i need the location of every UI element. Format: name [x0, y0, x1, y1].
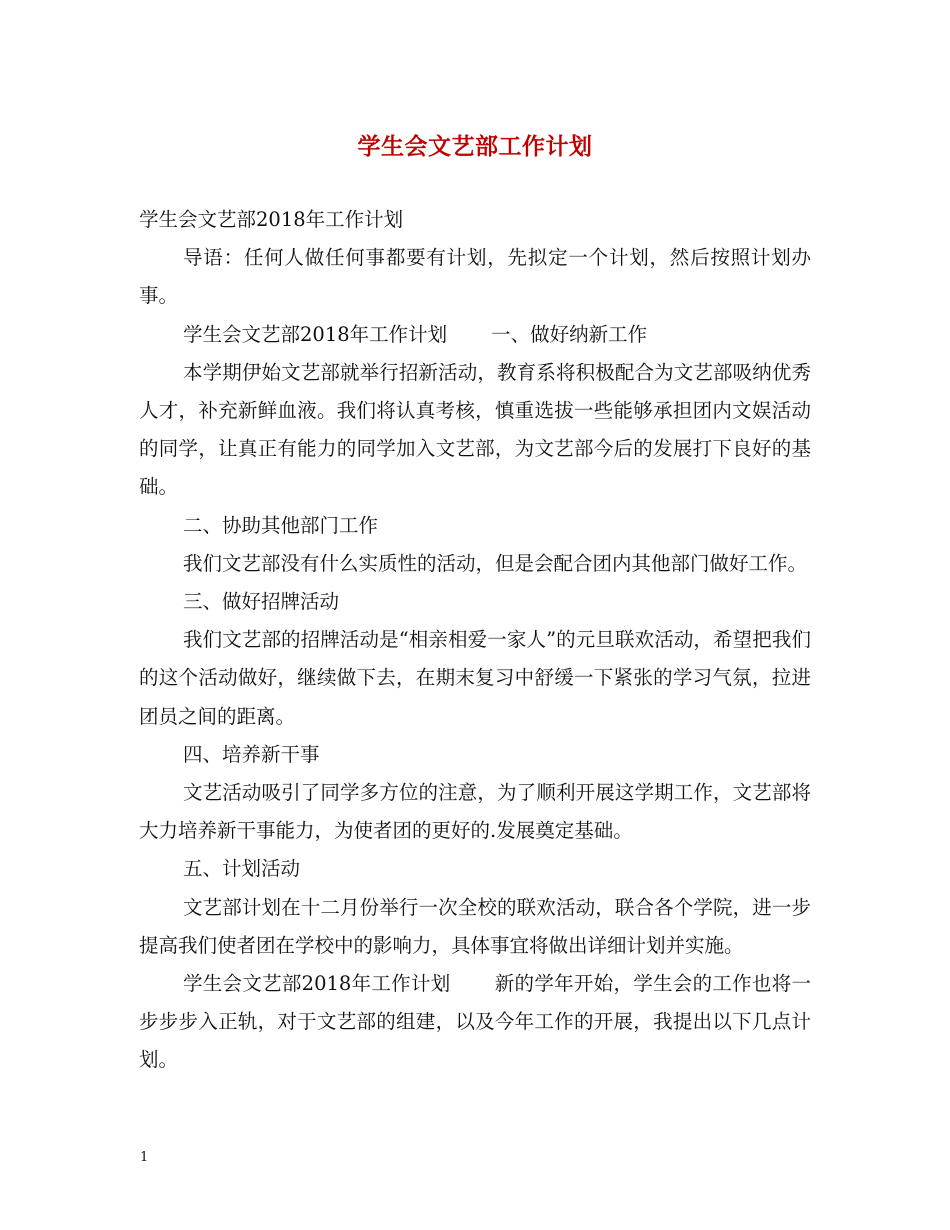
closing-paragraph: [139, 965, 811, 1080]
section-3-heading: 三、做好招牌活动: [183, 590, 340, 614]
section-5-heading: 五、计划活动: [183, 857, 301, 881]
plan-heading-line-1: [139, 316, 811, 354]
plan-heading-2: 学生会文艺部2018年工作计划: [183, 972, 451, 996]
section-1-heading: 一、做好纳新工作: [491, 322, 648, 346]
document-title: 学生会文艺部工作计划: [357, 133, 593, 160]
section-5-paragraph: 文艺部计划在十二月份举行一次全校的联欢活动，联合各个学院，进一步提高我们使者团在学校中的影响力，具体事宜将做出详细计划并实施。: [139, 895, 811, 957]
section-2-paragraph: 我们文艺部没有什么实质性的活动，但是会配合团内其他部门做好工作。: [183, 551, 808, 575]
section-4-heading: 四、培养新干事: [183, 742, 320, 766]
section-3-paragraph: 我们文艺部的招牌活动是“相亲相爱一家人”的元旦联欢活动，希望把我们的这个活动做好，继续做下去，在期末复习中舒缓一下紧张的学习气氛，拉进团员之间的距离。: [139, 628, 811, 728]
document-subtitle: 学生会文艺部2018年工作计划: [139, 208, 404, 231]
closing-text: 新的学年开始，学生会的工作也将一步步步入正轨，对于文艺部的组建，以及今年工作的开展，我提出以下几点计划。: [139, 972, 811, 1072]
document-body: [139, 201, 811, 1080]
plan-heading-1: 学生会文艺部2018年工作计划: [183, 322, 448, 346]
section-1-paragraph: 本学期伊始文艺部就举行招新活动，教育系将积极配合为文艺部吸纳优秀人才，补充新鲜血液。我们将认真考核，慎重选拔一些能够承担团内文娱活动的同学，让真正有能力的同学加入文艺部，为文艺部今后的发展打下良好的基础。: [139, 360, 811, 499]
page-number: 1: [140, 1150, 149, 1165]
section-2-heading: 二、协助其他部门工作: [183, 513, 379, 537]
section-4-paragraph: 文艺活动吸引了同学多方位的注意，为了顺利开展这学期工作，文艺部将大力培养新干事能力，为使者团的更好的.发展奠定基础。: [139, 781, 811, 843]
intro-paragraph: 导语：任何人做任何事都要有计划，先拟定一个计划，然后按照计划办事。: [139, 246, 811, 308]
